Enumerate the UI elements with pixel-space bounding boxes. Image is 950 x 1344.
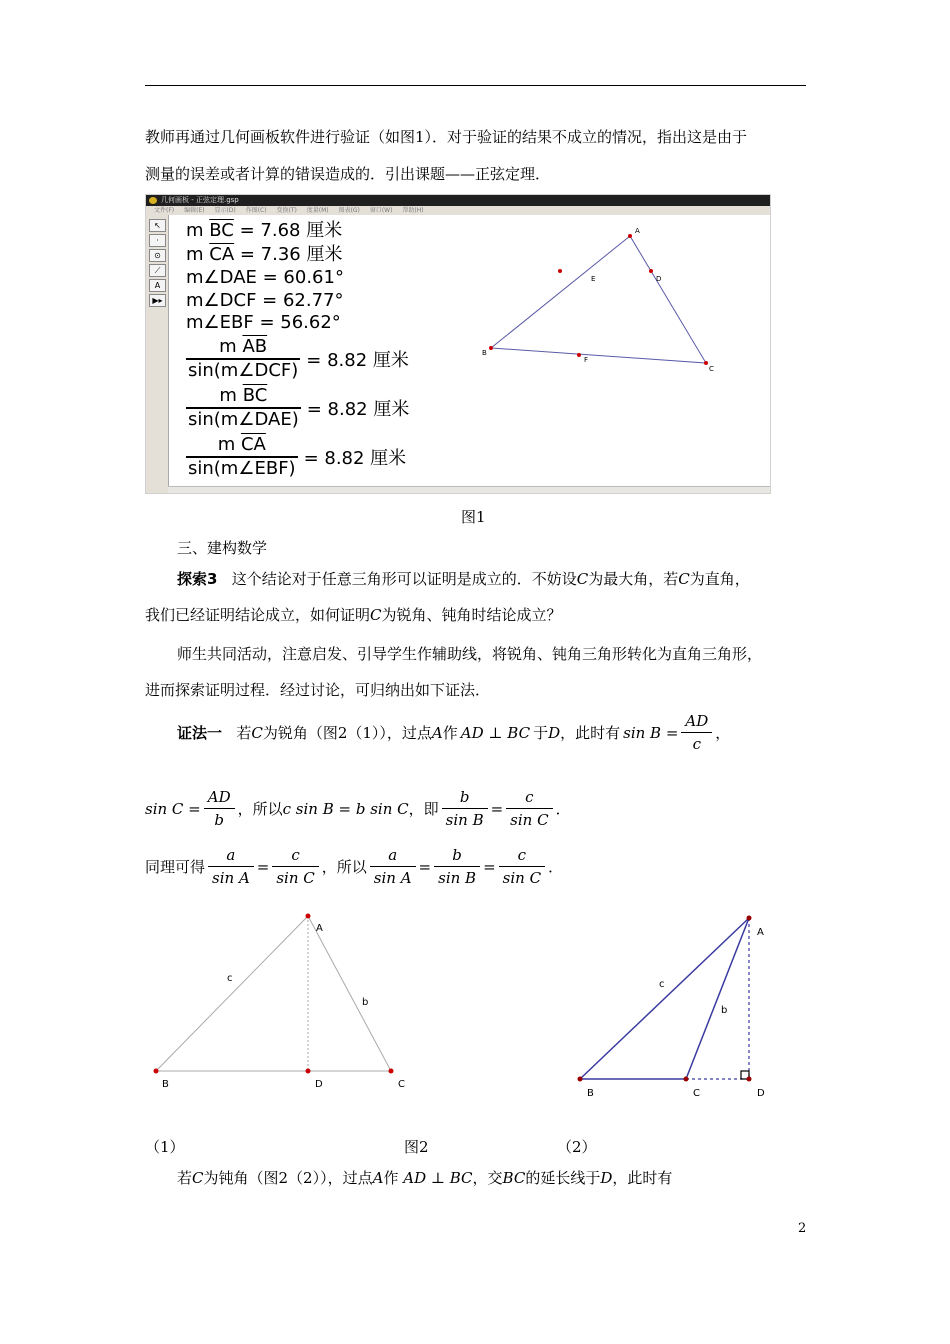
label-e: E: [591, 275, 596, 283]
menu-measure[interactable]: 度量(M): [306, 207, 329, 214]
figure2-caption-left: （1）: [145, 1138, 185, 1156]
equation-2: sin C = $\frac{AD}{b}$ ，所以 c sin B = b sin C ，即 $\frac{b}{\text{sin B}}$ = $\frac{c}{\text{sin C}}$ ．: [145, 788, 571, 829]
ratio-ca: m $\overline{CA}$ sin(m∠EBF) = 8.82 厘米: [188, 434, 407, 479]
figure1-screenshot: [145, 194, 771, 494]
intro-line-2: 测量的误差或者计算的错误造成的．引出课题——正弦定理．: [145, 165, 551, 183]
label-f: F: [584, 356, 589, 364]
intro-line-1: 教师再通过几何画板软件进行验证（如图1）．对于验证的结果不成立的情况，指出这是由于: [145, 128, 748, 146]
fig2-left-label-c-side: c: [227, 973, 233, 984]
page-number: 2: [798, 1221, 807, 1236]
fig2-left-label-d: D: [315, 1079, 323, 1090]
sketch-triangle: [146, 195, 770, 493]
figure2-caption: 图2: [404, 1138, 429, 1156]
point-tool-icon[interactable]: ·: [149, 234, 166, 247]
fig2-right-label-b-side: b: [721, 1005, 728, 1016]
figure2-obtuse-triangle: [578, 916, 766, 1100]
obtuse-line: 若C为钝角（图2（2）），过点A作 AD ⊥ BC，交BC的延长线于D，此时有: [177, 1169, 673, 1187]
explore3-label: 探索3: [177, 570, 218, 588]
section-heading: 三、建构数学: [177, 539, 268, 557]
label-b: B: [482, 349, 487, 357]
measure-ca: m $\overline{CA} = 7.36$ 厘米: [186, 244, 343, 265]
fig2-right-label-c-side: c: [659, 979, 665, 990]
fig2-right-label-c: C: [693, 1088, 700, 1099]
line-tool-icon[interactable]: ⟋: [149, 264, 166, 277]
menu-file[interactable]: 文件(F): [154, 207, 175, 214]
activity-line-1: 师生共同活动，注意启发、引导学生作辅助线，将锐角、钝角三角形转化为直角三角形，: [177, 645, 763, 663]
measure-ebf: m∠EBF = 56.62°: [186, 312, 341, 333]
ratio-ab: m $\overline{AB}$ sin(m∠DCF) = 8.82 厘米: [188, 336, 409, 381]
equation-3: 同理可得 $\frac{a}{\text{sin A}}$ = $\frac{c}{\text{sin C}}$ ，所以 $\frac{a}{\text{sin A}}$ = $\frac{b}{\text{sin B}}$ = $\frac{c}{\text{sin C}}$ ．: [145, 846, 564, 887]
menu-display[interactable]: 显示(D): [214, 207, 236, 214]
fig2-left-label-b: B: [162, 1079, 169, 1090]
point-b[interactable]: [489, 346, 493, 350]
triangle-abc: [491, 236, 706, 363]
ratio-bc: m $\overline{BC}$ sin(m∠DAE) = 8.82 厘米: [188, 385, 410, 430]
fig2-right-label-b: B: [587, 1088, 594, 1099]
figure2-caption-right: （2）: [557, 1138, 597, 1156]
arrow-tool-icon[interactable]: ↖: [149, 219, 166, 232]
fig2-left-label-c: C: [398, 1079, 405, 1090]
figure2-acute-triangle: [154, 914, 406, 1091]
menu-edit[interactable]: 编辑(E): [184, 207, 205, 214]
figure2: [140, 905, 820, 1105]
proof1-label: 证法一: [177, 724, 223, 742]
fig2-left-label-b-side: b: [362, 997, 369, 1008]
explore3-line-1: 探索3 这个结论对于任意三角形可以证明是成立的．不妨设C为最大角，若C为直角，: [177, 570, 750, 588]
activity-line-2: 进而探索证明过程．经过讨论，可归纳出如下证法．: [145, 681, 491, 699]
point-c[interactable]: [704, 361, 708, 365]
text-tool-icon[interactable]: A: [149, 279, 166, 292]
menu-graph[interactable]: 图表(G): [338, 207, 360, 214]
menu-construct[interactable]: 作图(C): [245, 207, 267, 214]
measure-dcf: m∠DCF = 62.77°: [186, 290, 344, 311]
explore3-line-2: 我们已经证明结论成立，如何证明C为锐角、钝角时结论成立？: [145, 606, 562, 624]
measure-dae: m∠DAE = 60.61°: [186, 267, 344, 288]
label-d: D: [656, 275, 662, 283]
fig2-left-label-a: A: [316, 923, 323, 934]
menu-transform[interactable]: 变换(T): [276, 207, 297, 214]
app-title: 几何画板 - 正弦定理.gsp: [161, 196, 239, 204]
label-a: A: [635, 227, 640, 235]
proof1-line: 证法一 若 C 为锐角（图2（1）），过点 A 作 AD ⊥ BC 于 D ，此时有 sin B = $\frac{AD}{c}$ ，: [177, 712, 731, 753]
label-c: C: [709, 365, 714, 373]
compass-tool-icon[interactable]: ⊙: [149, 249, 166, 262]
point-f[interactable]: [577, 353, 581, 357]
header-rule: [145, 85, 806, 86]
custom-tool-icon[interactable]: ▶▸: [149, 294, 166, 307]
fig2-right-label-d: D: [757, 1088, 765, 1099]
menu-window[interactable]: 窗口(W): [369, 207, 393, 214]
point-a[interactable]: [628, 234, 632, 238]
figure1-caption: 图1: [461, 508, 486, 526]
point-d[interactable]: [649, 269, 653, 273]
fig2-right-label-a: A: [757, 927, 764, 938]
horizontal-scrollbar[interactable]: [168, 486, 770, 493]
measure-bc: m $\overline{BC} = 7.68$ 厘米: [186, 220, 343, 241]
menu-help[interactable]: 帮助(H): [402, 207, 424, 214]
point-e[interactable]: [558, 269, 562, 273]
